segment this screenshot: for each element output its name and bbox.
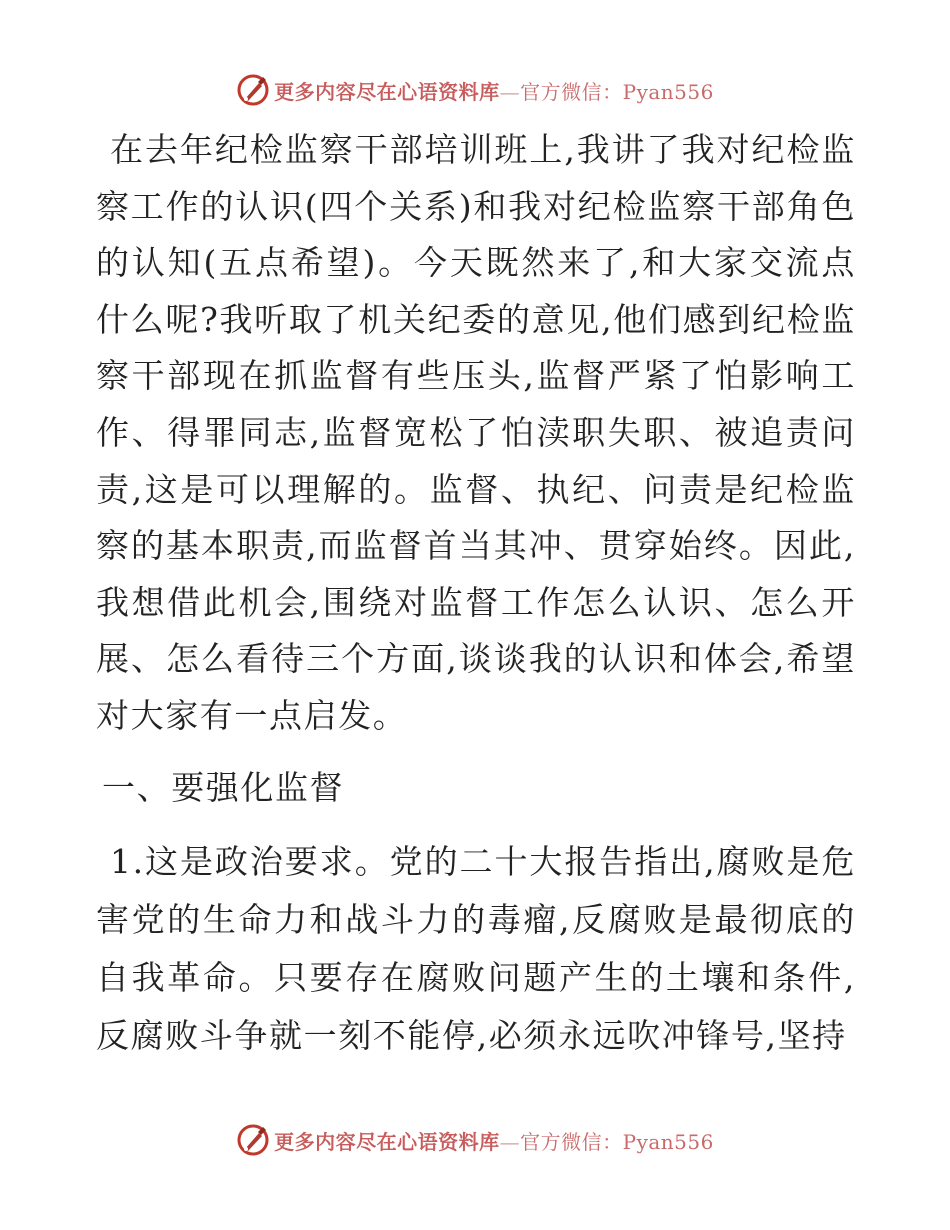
pen-logo-icon [236, 73, 270, 107]
section-heading-1: 一、要强化监督 [102, 767, 345, 807]
watermark-wechat: 官方微信：Pyan556 [520, 1129, 714, 1154]
header-watermark-banner [0, 68, 950, 112]
watermark-library-name: 更多内容尽在心语资料库 [274, 79, 500, 104]
watermark-library-name: 更多内容尽在心语资料库 [274, 1129, 500, 1154]
watermark-wechat: 官方微信：Pyan556 [520, 79, 714, 104]
document-body [96, 122, 856, 1065]
watermark-dash: — [499, 79, 521, 104]
watermark-text [274, 76, 714, 105]
body-paragraph-2: 1.这是政治要求。党的二十大报告指出,腐败是危害党的生命力和战斗力的毒瘤,反腐败是最彻底的自我革命。只要存在腐败问题产生的土壤和条件,反腐败斗争就一刻不能停,必须永远吹冲锋号,坚持 [96, 841, 856, 1055]
watermark-text [274, 1126, 714, 1155]
pen-logo-icon [236, 1123, 270, 1157]
body-paragraph-1: 在去年纪检监察干部培训班上,我讲了我对纪检监察工作的认识(四个关系)和我对纪检监察干部角色的认知(五点希望)。今天既然来了,和大家交流点什么呢?我听取了机关纪委的意见,他们感到纪检监察干部现在抓监督有些压头,监督严紧了怕影响工作、得罪同志,监督宽松了怕渎职失职、被追责问责,这是可以理解的。监督、执纪、问责是纪检监察的基本职责,而监督首当其冲、贯穿始终。因此,我想借此机会,围绕对监督工作怎么认识、怎么开展、怎么看待三个方面,谈谈我的认识和体会,希望对大家有一点启发。 [96, 130, 856, 735]
watermark-dash: — [499, 1129, 521, 1154]
footer-watermark-banner [0, 1118, 950, 1162]
